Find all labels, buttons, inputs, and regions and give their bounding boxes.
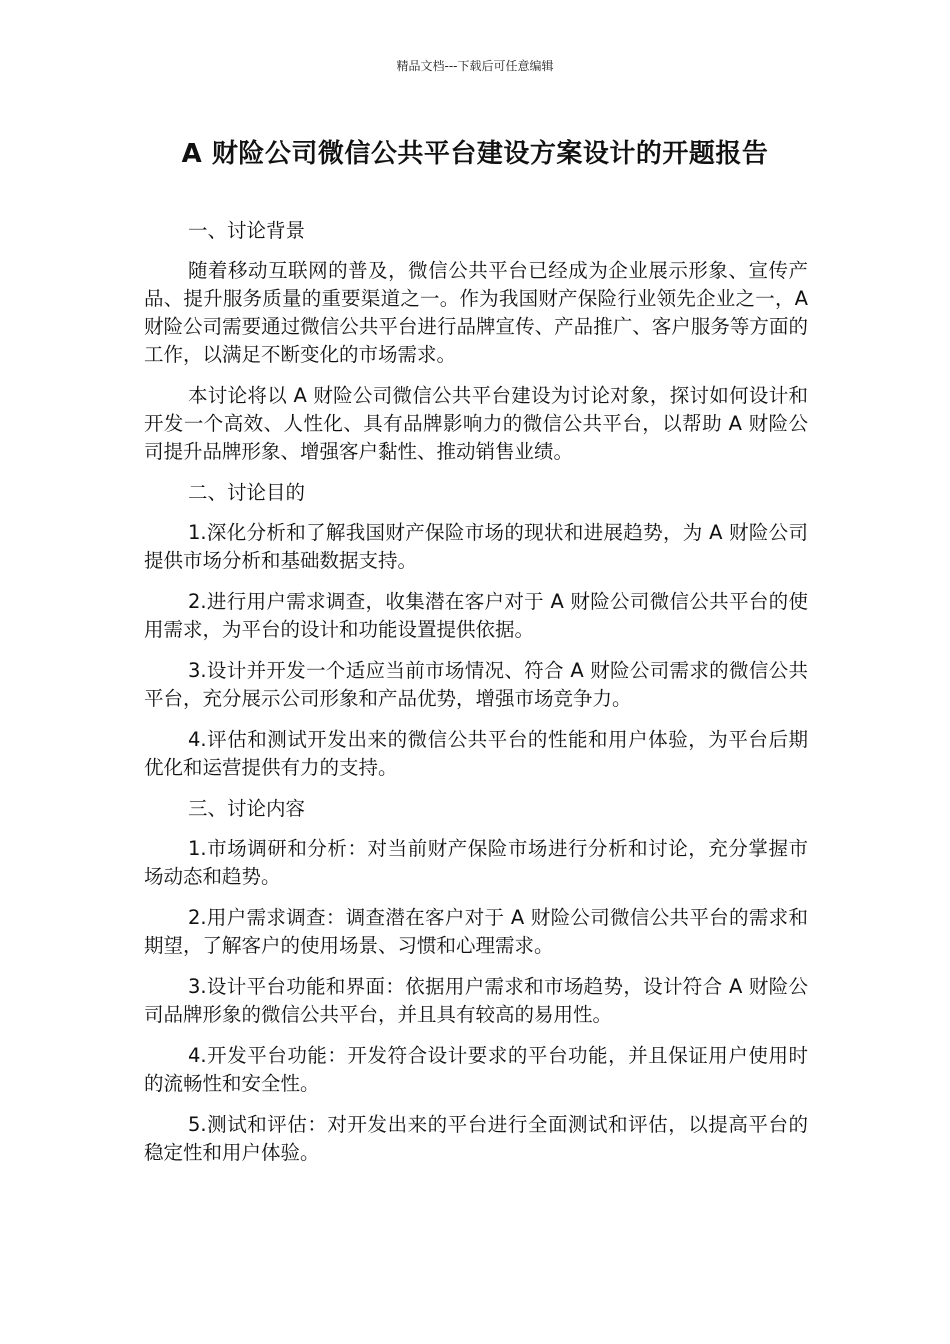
paragraph: 随着移动互联网的普及，微信公共平台已经成为企业展示形象、宣传产品、提升服务质量的重要渠道之一。作为我国财产保险行业领先企业之一，A 财险公司需要通过微信公共平台进行品牌宣传、产品推广、客户服务等方面的工作，以满足不断变化的市场需求。	[144, 259, 808, 366]
paragraph: 5.测试和评估：对开发出来的平台进行全面测试和评估，以提高平台的稳定性和用户体验。	[144, 1113, 808, 1164]
section-heading-purpose: 二、讨论目的	[188, 481, 306, 504]
paragraph: 本讨论将以 A 财险公司微信公共平台建设为讨论对象，探讨如何设计和开发一个高效、人性化、具有品牌影响力的微信公共平台，以帮助 A 财险公司提升品牌形象、增强客户黏性、推动销售业绩。	[144, 384, 808, 463]
section-heading-background: 一、讨论背景	[188, 219, 306, 242]
paragraph: 4.开发平台功能：开发符合设计要求的平台功能，并且保证用户使用时的流畅性和安全性。	[144, 1044, 808, 1095]
paragraph: 4.评估和测试开发出来的微信公共平台的性能和用户体验，为平台后期优化和运营提供有力的支持。	[144, 728, 808, 779]
paragraph: 2.进行用户需求调查，收集潜在客户对于 A 财险公司微信公共平台的使用需求，为平台的设计和功能设置提供依据。	[144, 590, 808, 641]
paragraph: 3.设计平台功能和界面：依据用户需求和市场趋势，设计符合 A 财险公司品牌形象的微信公共平台，并且具有较高的易用性。	[144, 975, 808, 1026]
page-header: 精品文档---下载后可任意编辑	[396, 59, 554, 73]
paragraph: 1.深化分析和了解我国财产保险市场的现状和进展趋势，为 A 财险公司提供市场分析和基础数据支持。	[144, 521, 808, 572]
section-heading-content: 三、讨论内容	[188, 797, 306, 820]
paragraph: 1.市场调研和分析：对当前财产保险市场进行分析和讨论，充分掌握市场动态和趋势。	[144, 837, 808, 888]
paragraph: 2.用户需求调查：调查潜在客户对于 A 财险公司微信公共平台的需求和期望，了解客户的使用场景、习惯和心理需求。	[144, 906, 808, 957]
document-title: A 财险公司微信公共平台建设方案设计的开题报告	[181, 139, 769, 169]
paragraph: 3.设计并开发一个适应当前市场情况、符合 A 财险公司需求的微信公共平台，充分展示公司形象和产品优势，增强市场竞争力。	[144, 659, 808, 710]
document-body	[144, 217, 808, 1180]
